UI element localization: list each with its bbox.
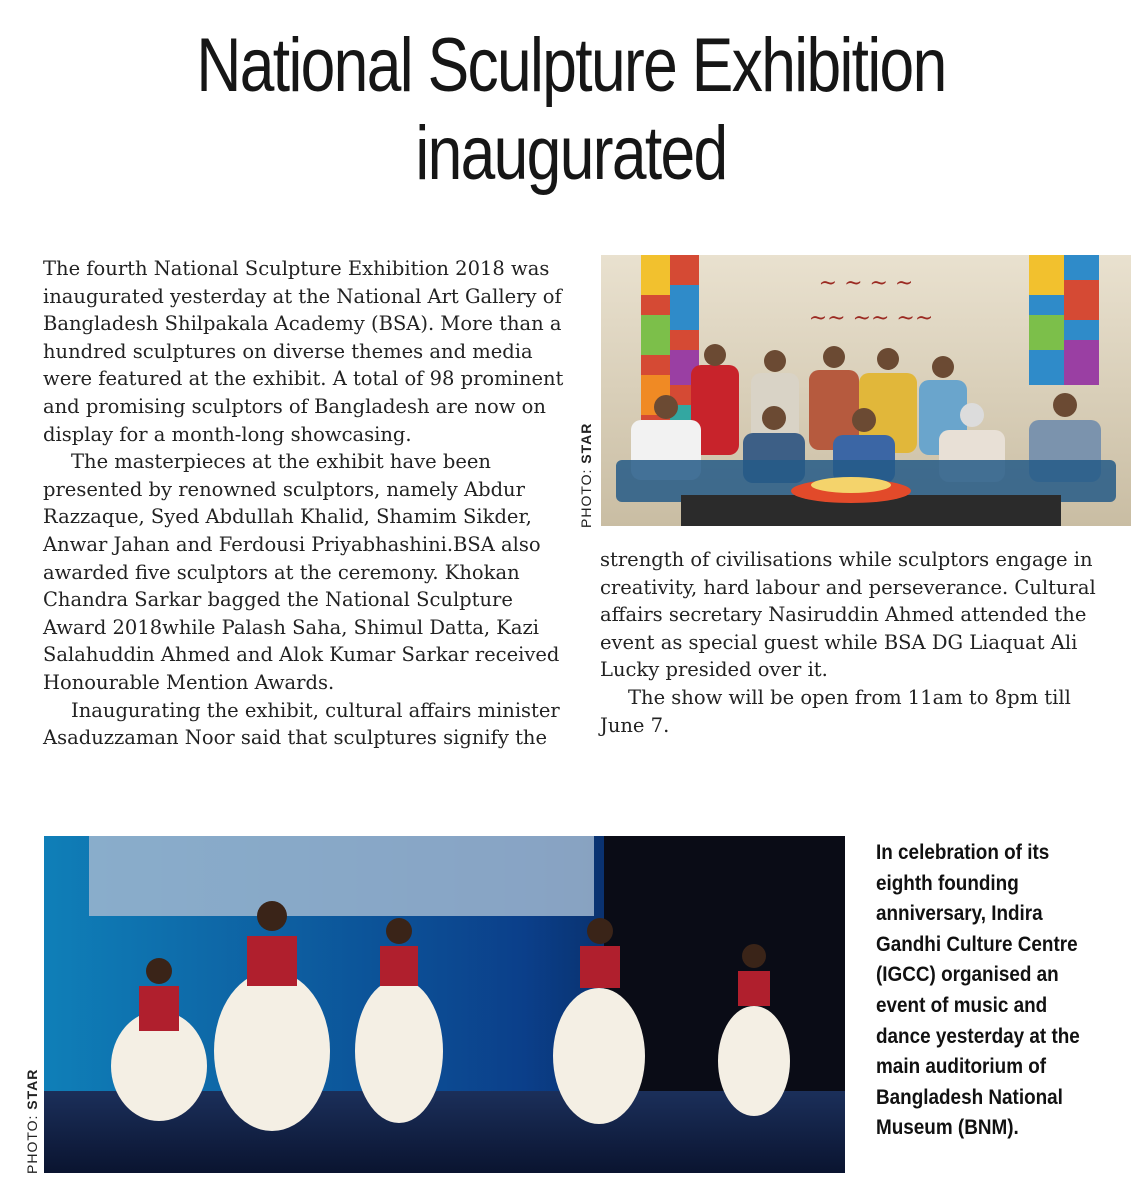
paragraph-masterpieces: The masterpieces at the exhibit have been presented by renowned sculptors, namely Abdur Razzaque, Syed Abdullah Khalid, Shamim Sikder, Anwar Jahan and Ferdousi Priyabhashini.BSA also awarded five sculptors at the ceremony. Khokan Chandra Sarkar bagged the National Sculpture Award 2018while Palash Saha, Shimul Datta, Kazi Salahuddin Ahmed and Alok Kumar Sarkar received Honourable Mention Awards.	[43, 450, 560, 694]
paragraph-intro: The fourth National Sculpture Exhibition 2018 was inaugurated yesterday at the National Art Gallery of Bangladesh Shilpakala Academy (BSA). More than a hundred sculptures on diverse themes and media were featured at the exhibit. A total of 98 prominent and promising sculptors of Bangladesh are now on display for a month-long showcasing.	[43, 257, 564, 446]
headline-line-2: inaugurated	[415, 111, 727, 196]
paragraph-show-hours: The show will be open from 11am to 8pm till June 7.	[600, 685, 1071, 737]
photo-credit-1: PHOTO: STAR	[578, 422, 594, 528]
dance-photo-caption	[876, 838, 1101, 1144]
exhibition-stage-illustration	[601, 255, 1131, 526]
backdrop-banner	[89, 836, 594, 916]
dance-performance-illustration	[44, 836, 845, 1173]
headline	[103, 22, 1039, 198]
article-left-column	[43, 255, 573, 752]
svg-text:~ ~ ~ ~: ~ ~ ~ ~	[818, 271, 914, 296]
headline-line-1: National Sculpture Exhibition	[196, 23, 946, 108]
article-right-column	[600, 546, 1100, 739]
caption-text: In celebration of its eighth founding anniversary, Indira Gandhi Culture Centre (IGCC) organised an event of music and dance yesterday at the main auditorium of Bangladesh National Museum (BNM).	[876, 841, 1080, 1140]
paragraph-inauguration: Inaugurating the exhibit, cultural affairs minister Asaduzzaman Noor said that sculptures signify the	[43, 698, 560, 750]
dance-performance-photo	[44, 836, 845, 1173]
mosaic-panel-right	[1029, 255, 1099, 385]
photo-credit-2: PHOTO: STAR	[24, 1068, 40, 1174]
exhibition-stage-photo	[601, 255, 1131, 526]
svg-text:~~ ~~ ~~: ~~ ~~ ~~	[808, 306, 934, 331]
paragraph-civilisations: strength of civilisations while sculptors engage in creativity, hard labour and perseverance. Cultural affairs secretary Nasiruddin Ahmed attended the event as special guest while BSA DG Liaquat Ali Lucky presided over it.	[600, 548, 1096, 682]
